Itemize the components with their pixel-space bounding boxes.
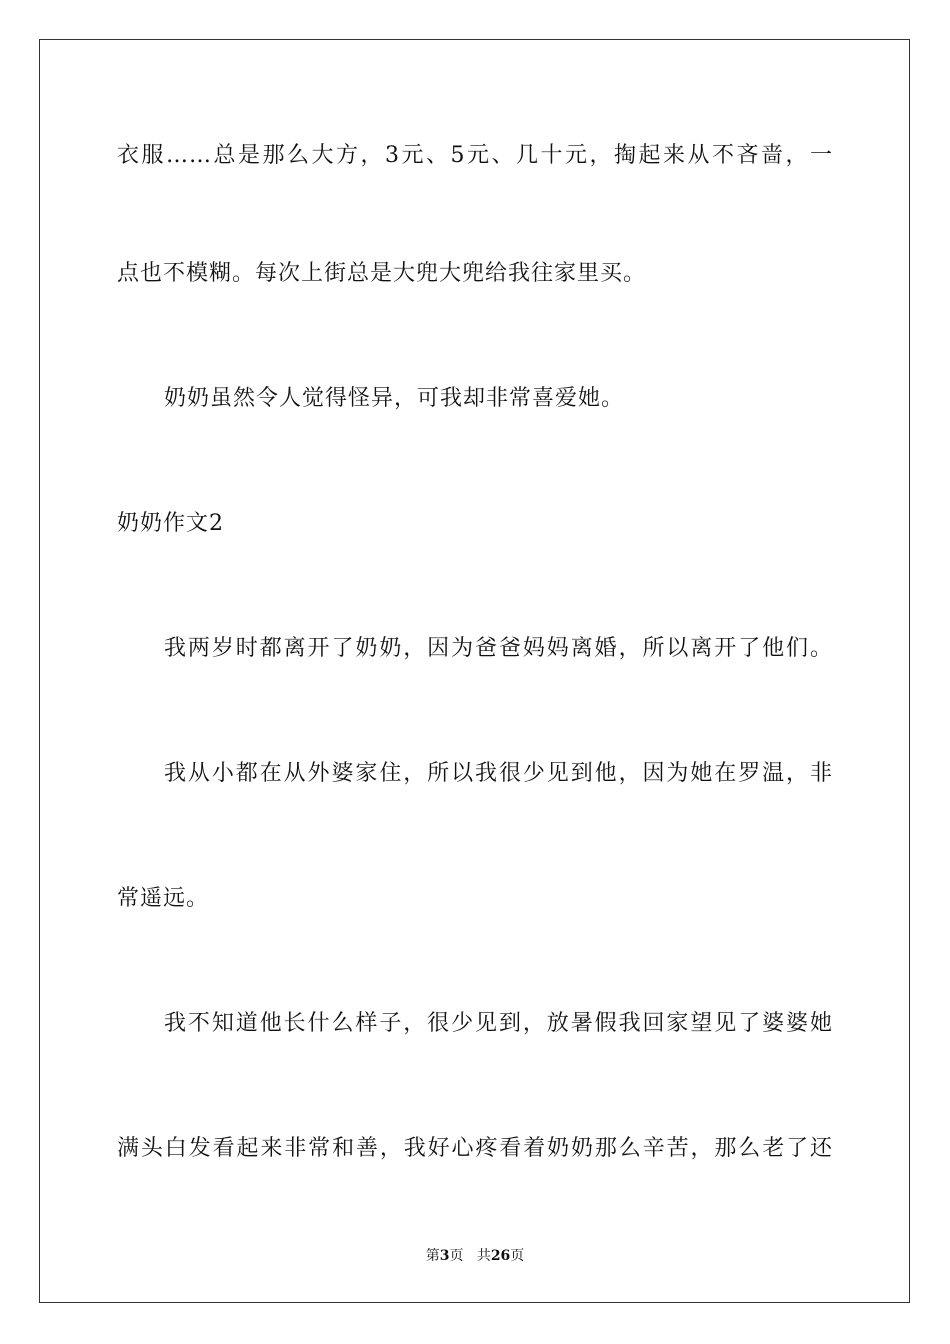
- total-prefix: 共: [476, 1248, 491, 1264]
- page-footer: [0, 1246, 950, 1266]
- text-line: 我两岁时都离开了奶奶，因为爸爸妈妈离婚，所以离开了他们。: [164, 636, 833, 661]
- page-suffix: 页: [449, 1248, 464, 1264]
- page-prefix: 第: [425, 1248, 440, 1264]
- text-line: 点也不模糊。每次上街总是大兜大兜给我往家里买。: [117, 261, 647, 286]
- total-suffix: 页: [510, 1248, 525, 1264]
- text-line: 奶奶虽然令人觉得怪异，可我却非常喜爱她。: [164, 386, 625, 411]
- section-heading: 奶奶作文2: [117, 511, 224, 536]
- page-border: [39, 39, 910, 1303]
- page-number: 3: [439, 1248, 450, 1264]
- text-line: 常遥远。: [117, 886, 210, 911]
- total-pages: 26: [490, 1248, 511, 1264]
- text-line: 满头白发看起来非常和善，我好心疼看着奶奶那么辛苦，那么老了还: [117, 1136, 833, 1161]
- text-line: 衣服……总是那么大方，3元、5元、几十元，掏起来从不吝啬，一: [117, 143, 833, 168]
- text-line: 我不知道他长什么样子，很少见到，放暑假我回家望见了婆婆她: [164, 1011, 833, 1036]
- text-line: 我从小都在从外婆家住，所以我很少见到他，因为她在罗温，非: [164, 761, 833, 786]
